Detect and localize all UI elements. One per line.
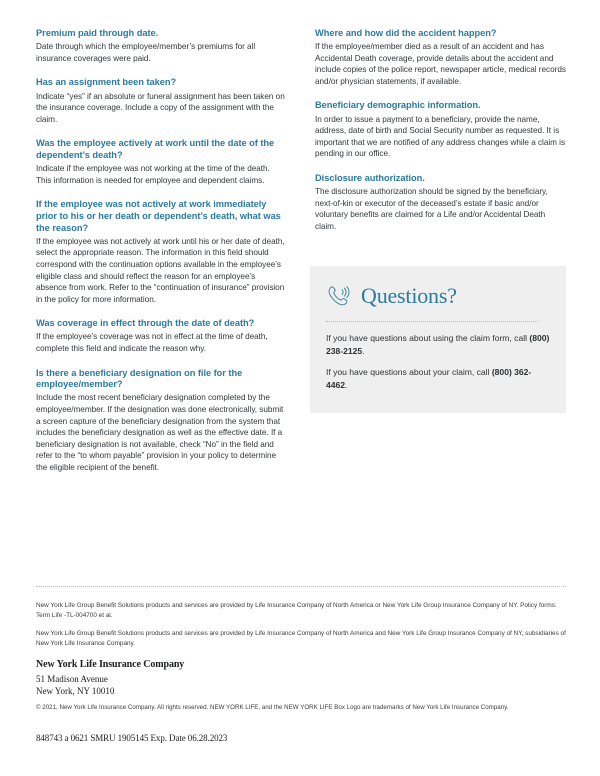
left-column: [36, 28, 287, 473]
qa-block-assignment-taken: [36, 77, 287, 125]
ringing-phone-icon: [326, 284, 352, 308]
qa-body: Indicate if the employee was not working at the time of the death. This information is needed for employee and dependent claims.: [36, 164, 270, 185]
company-address: [36, 673, 566, 698]
questions-box-divider: [326, 321, 538, 323]
address-line-1: 51 Madison Avenue: [36, 673, 108, 684]
questions-paragraph-claim-status: [326, 366, 550, 391]
questions-header: [326, 280, 550, 312]
qa-body: Include the most recent beneficiary designation completed by the employee/member. If the designation was done electronically, submit a screen capture of the beneficiary designation from the system that includes the beneficiary designation as well as the effective date. If a beneficiary designation is not available, check “No” in the field and refer to the “to whom payable” provision in your policy to determine the eligible recipient of the benefit.: [36, 393, 284, 472]
legal-disclaimer-subsidiaries: New York Life Group Benefit Solutions products and services are provided by Life Insurance Company of North America and New York Life Group Insurance Company of NY, subsidiaries of New York Life Insurance Company.: [36, 630, 566, 648]
right-column: [315, 28, 566, 232]
qa-body: Indicate “yes” if an absolute or funeral assignment has been taken on the insurance coverage. Include a copy of the assignment with the claim.: [36, 91, 285, 124]
address-line-2: New York, NY 10010: [36, 686, 115, 697]
qa-block-beneficiary-designation: [36, 368, 287, 474]
qa-heading: If the employee was not actively at work immediately prior to his or her death or dependent’s death, what was the reason?: [36, 199, 281, 233]
qa-block-coverage-in-effect: [36, 318, 287, 354]
questions-text-suffix: .: [362, 345, 365, 356]
qa-block-beneficiary-demographic: [315, 100, 566, 159]
qa-heading: Is there a beneficiary designation on file for the employee/member?: [36, 367, 243, 390]
questions-title: Questions?: [361, 283, 457, 308]
qa-body: In order to issue a payment to a beneficiary, provide the name, address, date of birth and Social Security number as requested. It is important that we are notified of any address changes while a claim is pending in our office.: [315, 114, 566, 159]
qa-heading: Disclosure authorization.: [315, 172, 425, 183]
questions-paragraph-claim-form: [326, 332, 550, 357]
qa-block-premium-paid: [36, 28, 287, 64]
company-name: New York Life Insurance Company: [36, 658, 185, 670]
qa-body: If the employee’s coverage was not in effect at the time of death, complete this field and indicate the reason why.: [36, 332, 268, 353]
copyright-notice: © 2021, New York Life Insurance Company. All rights reserved. NEW YORK LIFE, and the NEW YORK LIFE Box Logo are trademarks of New York Life Insurance Company.: [36, 703, 509, 711]
qa-body: If the employee was not actively at work until his or her date of death, select the appropriate reason. The information in this field should correspond with the continuation options available in the employee’s eligible class and should reflect the reason for an employee’s absence from work. Refer to the “continuation of insurance” provision in the policy for more information.: [36, 236, 285, 304]
qa-heading: Premium paid through date.: [36, 28, 159, 38]
questions-text-suffix: .: [345, 379, 348, 390]
qa-block-disclosure-authorization: [315, 173, 566, 232]
claim-status-phone-number: (800) 362-4462: [326, 367, 532, 390]
qa-heading: Was coverage in effect through the date of death?: [36, 318, 255, 329]
questions-text-prefix: If you have questions about your claim, call: [326, 367, 492, 378]
qa-body: The disclosure authorization should be signed by the beneficiary, next-of-kin or executor of the deceased’s estate if basic and/or voluntary benefits are claimed for a Life and/or Accidental Death claim.: [315, 187, 548, 231]
qa-block-accident-details: [315, 28, 566, 87]
qa-block-not-actively-at-work-reason: [36, 199, 287, 305]
form-identifier: 848743 a 0621 SMRU 1905145 Exp. Date 06.28.2023: [36, 733, 228, 743]
questions-text-prefix: If you have questions about using the claim form, call: [326, 333, 530, 343]
footer-divider: [36, 586, 566, 587]
qa-heading: Has an assignment been taken?: [36, 77, 177, 88]
qa-heading: Where and how did the accident happen?: [315, 28, 497, 38]
claim-form-phone-number: (800) 238-2125: [326, 333, 550, 356]
qa-heading: Was the employee actively at work until the date of the dependent’s death?: [36, 138, 275, 160]
qa-block-actively-at-work-dependent: [36, 138, 287, 186]
legal-disclaimer-policy-forms: New York Life Group Benefit Solutions products and services are provided by Life Insurance Company of North America or New York Life Group Insurance Company of NY. Policy forms: Term Life -TL-004700 et al.: [36, 602, 557, 619]
qa-body: If the employee/member died as a result of an accident and has Accidental Death coverage, provide details about the accident and include copies of the police report, newspaper article, medical records and/or physician statements, if available.: [315, 42, 566, 86]
footer: [36, 601, 566, 712]
qa-heading: Beneficiary demographic information.: [315, 100, 481, 111]
questions-callout-box: [310, 266, 566, 413]
qa-body: Date through which the employee/member’s premiums for all insurance coverages were paid.: [36, 42, 256, 63]
